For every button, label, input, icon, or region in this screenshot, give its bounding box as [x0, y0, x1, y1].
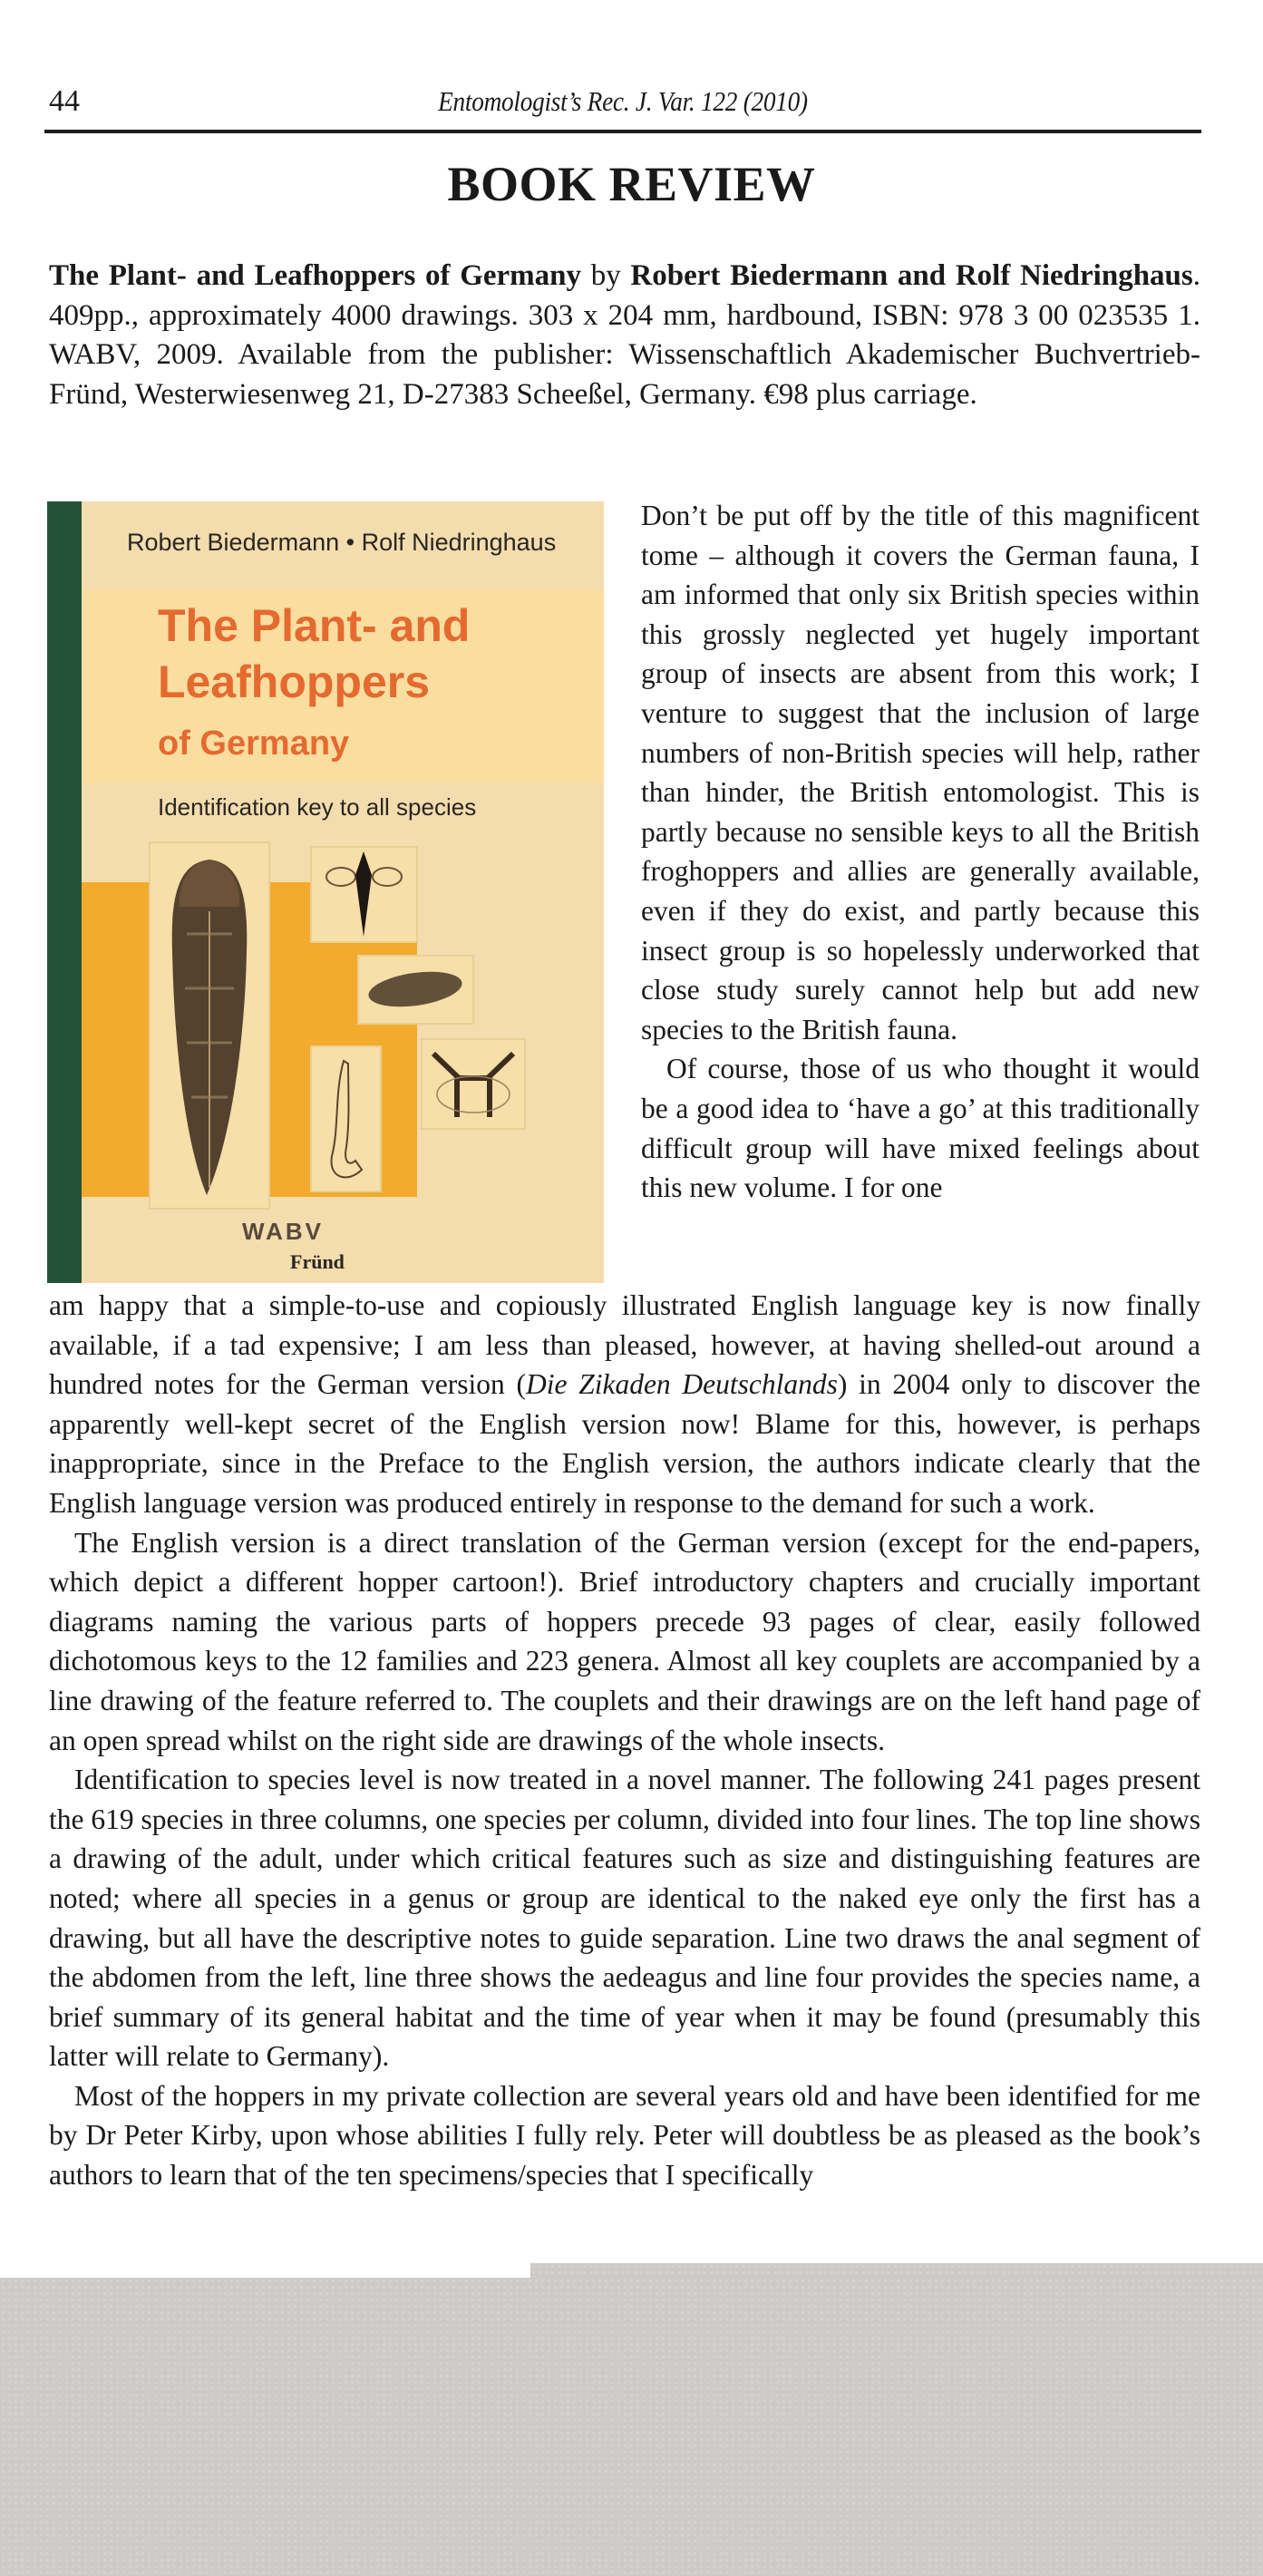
header-rule	[44, 130, 1201, 133]
segment-drawing-icon	[421, 1038, 526, 1130]
cover-publisher: Fründ	[290, 1250, 345, 1273]
head-drawing-icon	[310, 846, 418, 943]
citation-by: by	[581, 259, 631, 292]
cover-subtitle: Identification key to all species	[158, 793, 477, 821]
paragraph-2-start: Of course, those of us who thought it would be a good idea to ‘have a go’ at this traditionally difficult group will have mixed feelings about this new volume. I for one	[641, 1053, 1200, 1204]
page-number: 44	[49, 84, 80, 118]
cover-authors: Robert Biedermann • Rolf Niedringhaus	[127, 529, 557, 556]
journal-citation: Entomologist’s Rec. J. Var. 122 (2010)	[438, 85, 808, 117]
cover-title-line-2: Leafhoppers	[158, 656, 431, 707]
paragraph-5: Most of the hoppers in my private collection are several years old and have been identified for me by Dr Peter Kirby, upon whose abilities I fully rely. Peter will doubtless be as pleased as the book’s authors to learn that of the ten specimens/species that I specifically	[49, 2079, 1200, 2192]
book-title: The Plant- and Leafhoppers of Germany	[49, 259, 581, 292]
wing-drawing-icon	[357, 955, 474, 1025]
publisher-logo: WABV	[242, 1218, 324, 1245]
wrapped-text-column	[641, 496, 1200, 1208]
book-cover-image	[47, 501, 604, 1283]
cover-title-line-1: The Plant- and	[158, 600, 471, 651]
paragraph-2-text-a: am happy that a simple-to-use and copiously illustrated English language key is now finally available, if a tad expensive; I am less than pleased, however, at having shelled-out around a hundred notes for the German version (	[49, 1289, 1200, 1401]
paragraph-2-text-b: ) in 2004 only to discover the apparently well-kept secret of the English version now! Blame for this, however, is perhaps inappropriate, since in the Preface to the English version, the authors indicate clearly that the English language version was produced entirely in response to the demand for such a work.	[49, 1368, 1200, 1519]
cover-title-line-3: of Germany	[158, 724, 350, 763]
german-title: Die Zikaden Deutschlands	[525, 1368, 838, 1401]
paragraph-1: Don’t be put off by the title of this magnificent tome – although it covers the German fauna, I am informed that only six British species within this grossly neglected yet hugely important group of insects are absent from this work; I venture to suggest that the inclusion of large numbers of non-British species will help, rather than hinder, the British entomologist. This is partly because no sensible keys to all the British froghoppers and allies are generally available, even if they do exist, and partly because this insect group is so hopelessly underworked that close study surely cannot help but add new species to the British fauna.	[641, 500, 1200, 1045]
citation-details: . 409pp., approximately 4000 drawings. 303 x 204 mm, hardbound, ISBN: 978 3 00 023535 1. WABV, 2009. Available from the publisher: Wissenschaftlich Akademischer Buchvertrieb-Fründ, Westerwiesenweg 21, D-27383 Scheeßel, Germany. €98 plus carriage.	[49, 259, 1200, 411]
book-citation	[49, 257, 1200, 414]
leafhopper-drawing-icon	[149, 841, 270, 1210]
book-authors: Robert Biedermann and Rolf Niedringhaus	[630, 259, 1193, 292]
section-title: BOOK REVIEW	[447, 157, 816, 211]
viewer-background-lower	[0, 2278, 1263, 2576]
paragraph-4: Identification to species level is now treated in a novel manner. The following 241 pages present the 619 species in three columns, one species per column, divided into four lines. The top line shows a drawing of the adult, under which critical features such as size and distinguishing features are noted; where all species in a genus or group are identical to the naked eye only the first has a drawing, but all have the descriptive notes to guide separation. Line two draws the anal segment of the abdomen from the left, line three shows the aedeagus and line four provides the species name, a brief summary of its general habitat and the time of year when it may be found (presumably this latter will relate to Germany).	[49, 1764, 1200, 2073]
paragraph-3: The English version is a direct translation of the German version (except for the end-papers, which depict a different hopper cartoon!). Brief introductory chapters and crucially important diagrams naming the various parts of hoppers precede 93 pages of clear, easily followed dichotomous keys to the 12 families and 223 genera. Almost all key couplets are accompanied by a line drawing of the feature referred to. The couplets and their drawings are on the left hand page of an open spread whilst on the right side are drawings of the whole insects.	[49, 1526, 1200, 1756]
paragraph-2-continued	[49, 1286, 1200, 1523]
running-header	[44, 83, 1201, 120]
aedeagus-drawing-icon	[310, 1045, 382, 1192]
cover-spine	[47, 501, 82, 1283]
full-width-text	[49, 1286, 1200, 2195]
